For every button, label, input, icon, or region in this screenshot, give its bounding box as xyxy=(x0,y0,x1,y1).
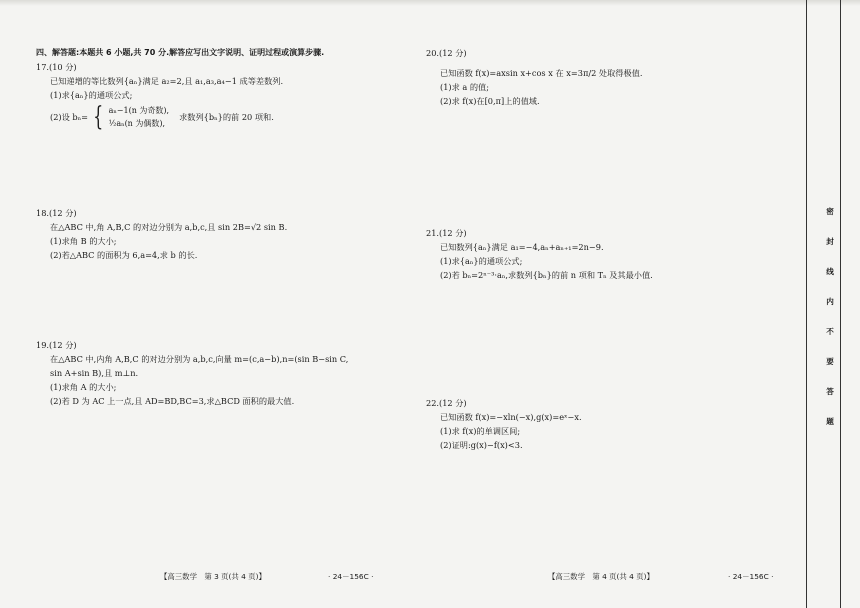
question-22-part2: (2)证明:g(x)−f(x)<3. xyxy=(440,440,523,450)
question-21 xyxy=(426,226,796,282)
question-20-head: 20.(12 分) xyxy=(426,48,467,58)
seal-char-5: 不 xyxy=(826,327,834,336)
seal-char-8: 题 xyxy=(826,417,834,426)
seal-char-7: 答 xyxy=(826,387,834,396)
question-22-head: 22.(12 分) xyxy=(426,398,467,408)
footer-left-code: · 24－156C · xyxy=(328,572,374,581)
question-17-part1: (1)求{aₙ}的通项公式; xyxy=(50,90,133,100)
question-20-stem: 已知函数 f(x)=axsin x+cos x 在 x=3π/2 处取得极值. xyxy=(440,68,643,78)
question-17-stem: 已知递增的等比数列{aₙ}满足 a₂=2,且 a₁,a₃,a₄−1 成等差数列. xyxy=(50,76,284,86)
seal-char-2: 封 xyxy=(826,237,834,246)
piecewise-cases xyxy=(109,104,170,130)
question-19-stem-line1: 在△ABC 中,内角 A,B,C 的对边分别为 a,b,c,向量 m=(c,a−b),n=(sin B−sin C, xyxy=(50,354,349,364)
seal-char-4: 内 xyxy=(826,297,834,306)
footer-left-page: 【高三数学 第 3 页(共 4 页)】 xyxy=(160,572,266,581)
section-title: 四、解答题:本题共 6 小题,共 70 分.解答应写出文字说明、证明过程或演算步骤. xyxy=(36,48,325,57)
question-22-part1: (1)求 f(x)的单调区间; xyxy=(440,426,521,436)
question-18 xyxy=(36,206,406,262)
question-19-head: 19.(12 分) xyxy=(36,340,77,350)
footer-right-page: 【高三数学 第 4 页(共 4 页)】 xyxy=(548,572,654,581)
binding-line-inner xyxy=(806,0,807,608)
seal-char-1: 密 xyxy=(826,207,834,216)
question-18-stem: 在△ABC 中,角 A,B,C 的对边分别为 a,b,c,且 sin 2B=√2 sin B. xyxy=(50,222,288,232)
brace-symbol: { xyxy=(93,102,104,132)
question-17 xyxy=(36,60,406,132)
question-19 xyxy=(36,338,406,408)
left-column xyxy=(36,46,406,406)
question-22 xyxy=(426,396,796,452)
question-18-part1: (1)求角 B 的大小; xyxy=(50,236,117,246)
question-21-stem: 已知数列{aₙ}满足 a₁=−4,aₙ+aₙ₊₁=2n−9. xyxy=(440,242,604,252)
seal-char-6: 要 xyxy=(826,357,834,366)
question-21-part1: (1)求{aₙ}的通项公式; xyxy=(440,256,523,266)
footer-right-code: · 24－156C · xyxy=(728,572,774,581)
question-20 xyxy=(426,46,796,108)
piecewise-case-even: ½aₙ(n 为偶数), xyxy=(108,119,166,128)
seal-line-notice xyxy=(818,0,842,608)
question-17-part2-tail: 求数列{bₙ}的前 20 项和. xyxy=(179,112,274,122)
scan-edge xyxy=(0,0,860,6)
question-18-part2: (2)若△ABC 的面积为 6,a=4,求 b 的长. xyxy=(50,250,198,260)
seal-char-3: 线 xyxy=(826,267,834,276)
question-17-head: 17.(10 分) xyxy=(36,62,77,72)
question-22-stem: 已知函数 f(x)=−xln(−x),g(x)=eˣ−x. xyxy=(440,412,582,422)
question-20-part2: (2)求 f(x)在[0,π]上的值域. xyxy=(440,96,540,106)
question-18-head: 18.(12 分) xyxy=(36,208,77,218)
question-17-part2-lead: (2)设 bₙ= xyxy=(50,112,89,122)
question-21-head: 21.(12 分) xyxy=(426,228,467,238)
question-20-part1: (1)求 a 的值; xyxy=(440,82,490,92)
question-19-part2: (2)若 D 为 AC 上一点,且 AD=BD,BC=3,求△BCD 面积的最大值. xyxy=(50,396,295,406)
piecewise-case-odd: aₙ−1(n 为奇数), xyxy=(108,106,170,115)
question-17-part2 xyxy=(36,104,406,130)
question-21-part2: (2)若 bₙ=2ⁿ⁻³·aₙ,求数列{bₙ}的前 n 项和 Tₙ 及其最小值. xyxy=(440,270,653,280)
question-19-stem-line2: sin A+sin B),且 m⊥n. xyxy=(50,368,139,378)
question-19-part1: (1)求角 A 的大小; xyxy=(50,382,117,392)
